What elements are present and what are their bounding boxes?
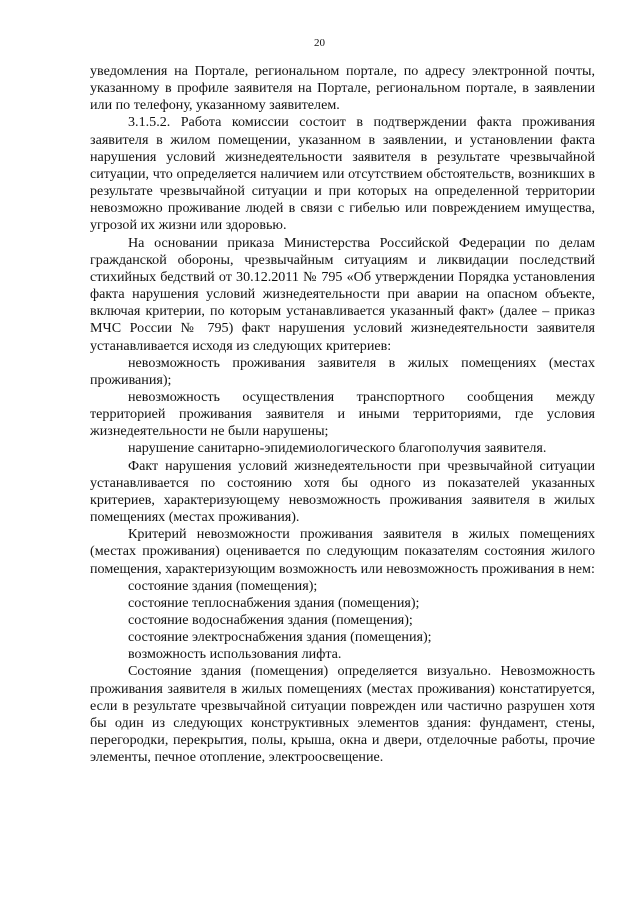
page-number: 20 bbox=[314, 37, 325, 49]
paragraph: уведомления на Портале, региональном портале, по адресу электронной почты, указанному в профиле заявителя на Портале, региональном портале, в заявлении или по телефону, указанному заявителем. bbox=[90, 63, 595, 114]
paragraph: На основании приказа Министерства Российской Федерации по делам гражданской обороны, чрезвычайным ситуациям и ликвидации последствий стихийных бедствий от 30.12.2011 № 795 «Об утверждении Порядка установления факта нарушения условий жизнедеятельности при аварии на опасном объекте, включая критерии, по которым устанавливается указанный факт» (далее – приказ МЧС России № 795) факт нарушения условий жизнедеятельности заявителя устанавливается исходя из следующих критериев: bbox=[90, 234, 595, 354]
list-item: невозможность проживания заявителя в жилых помещениях (местах проживания); bbox=[90, 354, 595, 388]
list-item: состояние водоснабжения здания (помещения); bbox=[128, 612, 413, 628]
list-item: состояние электроснабжения здания (помещения); bbox=[128, 629, 432, 646]
document-body bbox=[90, 63, 595, 766]
list-item: возможность использования лифта. bbox=[128, 646, 342, 663]
paragraph: Критерий невозможности проживания заявителя в жилых помещениях (местах проживания) оценивается по следующим показателям состояния жилого помещения, характеризующим возможность или невозможность проживания в нем: bbox=[90, 526, 595, 577]
list-item: невозможность осуществления транспортного сообщения между территорией проживания заявителя и иными территориями, где условия жизнедеятельности не были нарушены; bbox=[90, 388, 595, 440]
list-item: состояние здания (помещения); bbox=[128, 577, 318, 594]
paragraph: Состояние здания (помещения) определяется визуально. Невозможность проживания заявителя в жилых помещениях (местах проживания) констатируется, если в результате чрезвычайной ситуации поврежден или частично разрушен хотя бы один из следующих конструктивных элементов здания: фундамент, стены, перегородки, перекрытия, полы, крыша, окна и двери, отделочные работы, прочие элементы, печное отопление, электроосвещение. bbox=[90, 663, 595, 766]
paragraph: Факт нарушения условий жизнедеятельности при чрезвычайной ситуации устанавливается по состоянию хотя бы одного из показателей указанных критериев, характеризующему невозможность проживания заявителя в жилых помещениях (местах проживания). bbox=[90, 457, 595, 526]
list-item: нарушение санитарно-эпидемиологического благополучия заявителя. bbox=[128, 440, 547, 457]
paragraph: 3.1.5.2. Работа комиссии состоит в подтверждении факта проживания заявителя в жилом помещении, указанном в заявлении, и установлении факта нарушения условий жизнедеятельности заявителя в результате чрезвычайной ситуации, что определяется наличием или отсутствием обстоятельств, возникших в результате чрезвычайной ситуации и при которых на определенной территории невозможно проживание людей в связи с гибелью или повреждением имущества, угрозой их жизни или здоровью. bbox=[90, 114, 595, 234]
list-item: состояние теплоснабжения здания (помещения); bbox=[128, 594, 420, 611]
